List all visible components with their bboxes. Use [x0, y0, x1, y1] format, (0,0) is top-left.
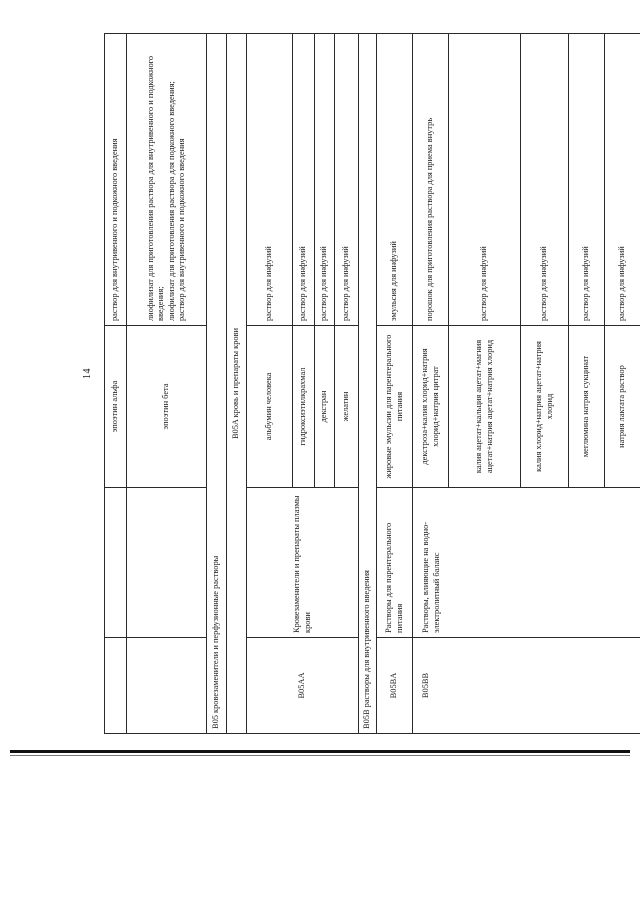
group-name-b05aa: Кровезаменители и препараты плазмы крови	[247, 488, 359, 638]
section-row	[359, 34, 377, 734]
rotated-table-wrapper	[104, 34, 627, 734]
drug-name-cell: калия хлорид+натрия ацетат+натрия хлорид	[521, 326, 569, 488]
page-bottom-rule-thin	[10, 755, 630, 756]
dosage-form-cell: раствор для инфузий	[293, 34, 315, 326]
group-code-b05aa: B05AA	[247, 638, 359, 734]
section-heading-b05b: B05B растворы для внутривенного введения	[359, 34, 377, 734]
dosage-form-cell: раствор для инфузий	[247, 34, 293, 326]
page-number: 14	[82, 368, 93, 379]
section-heading-b05a: B05A кровь и препараты крови	[227, 34, 247, 734]
dosage-form-line: раствор для внутривенного и подкожного введения	[177, 138, 186, 321]
dosage-form-line: лиофилизат для приготовления раствора для подкожного введения;	[166, 81, 176, 321]
drug-name-cell: натрия лактата раствор	[605, 326, 640, 488]
table-row	[377, 34, 413, 734]
table-row	[105, 34, 127, 734]
group-name-b05bb: Растворы, влияющие на водно-электролитный баланс	[413, 488, 640, 638]
dosage-form-cell: раствор для инфузий	[569, 34, 605, 326]
code-cell	[105, 638, 127, 734]
drug-name-cell: жировые эмульсии для парентерального питания	[377, 326, 413, 488]
dosage-form-cell: раствор для инфузий	[315, 34, 335, 326]
drug-name-cell: желатин	[335, 326, 359, 488]
drug-name-cell: декстроза+калия хлорид+натрия хлорид+натрия цитрат	[413, 326, 449, 488]
group-cell	[127, 488, 207, 638]
dosage-form-cell: раствор для инфузий	[335, 34, 359, 326]
table-row	[127, 34, 207, 734]
dosage-form-cell: эмульсия для инфузий	[377, 34, 413, 326]
table-row	[247, 34, 293, 734]
code-cell	[127, 638, 207, 734]
drug-name-cell: меглюмина натрия сукцинат	[569, 326, 605, 488]
dosage-form-cell: раствор для инфузий	[605, 34, 640, 326]
drug-name-cell: декстран	[315, 326, 335, 488]
drug-name-cell: эпоэтин бета	[127, 326, 207, 488]
medicines-table	[104, 33, 640, 734]
group-code-b05ba: B05BA	[377, 638, 413, 734]
drug-name-cell: калия ацетат+кальция ацетат+магния ацетат+натрия ацетат+натрия хлорид	[449, 326, 521, 488]
drug-name-cell: альбумин человека	[247, 326, 293, 488]
group-name-b05ba: Растворы для парентерального питания	[377, 488, 413, 638]
drug-name-cell: гидроксиэтилкрахмал	[293, 326, 315, 488]
dosage-form-cell: раствор для инфузий	[449, 34, 521, 326]
page-bottom-rule	[10, 750, 630, 753]
dosage-form-line: лиофилизат для приготовления раствора для внутривенного и подкожного введения;	[145, 55, 165, 321]
table-row	[413, 34, 449, 734]
drug-name-cell: эпоэтин альфа	[105, 326, 127, 488]
group-code-b05bb: B05BB	[413, 638, 640, 734]
section-row	[227, 34, 247, 734]
dosage-form-cell	[127, 34, 207, 326]
group-cell	[105, 488, 127, 638]
dosage-form-cell: порошок для приготовления раствора для приема внутрь	[413, 34, 449, 326]
dosage-form-cell: раствор для инфузий	[521, 34, 569, 326]
section-row	[207, 34, 227, 734]
section-heading-b05: B05 кровезаменители и перфузионные растворы	[207, 34, 227, 734]
dosage-form-cell: раствор для внутривенного и подкожного введения	[105, 34, 127, 326]
